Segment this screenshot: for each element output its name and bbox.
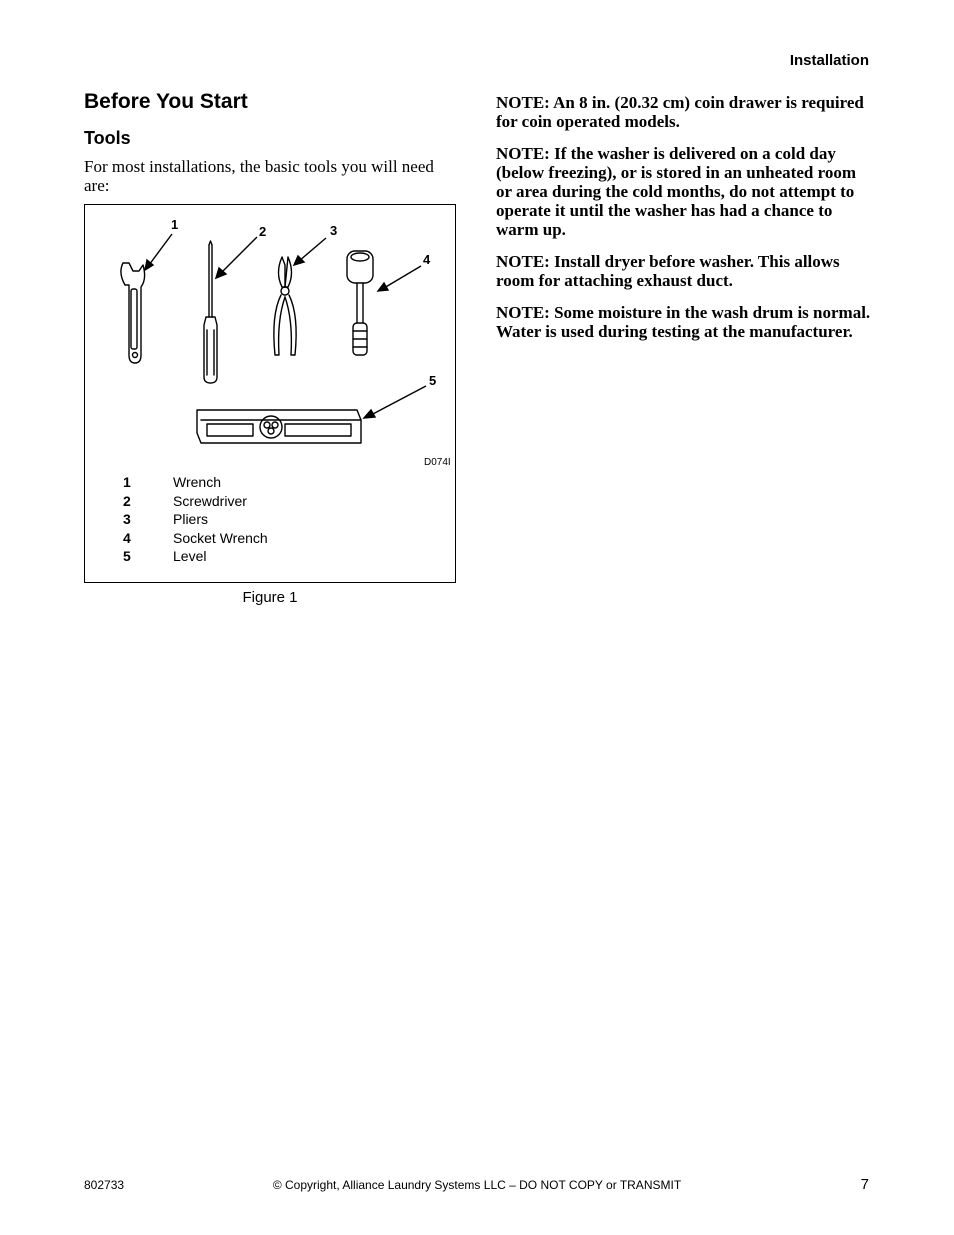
wrench-icon [121, 263, 145, 363]
intro-text: For most installations, the basic tools you will need are: [84, 157, 434, 195]
page-title: Before You Start [84, 90, 248, 113]
callout-1: 1 [171, 217, 179, 232]
page-number: 7 [860, 1176, 869, 1193]
legend-label: Pliers [173, 511, 209, 528]
legend-item [123, 530, 268, 549]
legend-number: 4 [123, 529, 131, 546]
legend-label: Screwdriver [173, 492, 247, 509]
legend-label: Wrench [173, 474, 221, 490]
figure-code: D074I [424, 457, 451, 468]
callout-3: 3 [330, 223, 338, 238]
note-cold-weather: NOTE: If the washer is delivered on a cold day (below freezing), or is stored in an unheated room or area during the cold months, do not attempt to operate it until the washer has had a chance to warm up. [496, 144, 856, 239]
left-column [84, 90, 458, 606]
tools-figure [84, 204, 456, 583]
legend-label: Level [173, 548, 207, 565]
figure-caption: Figure 1 [242, 589, 298, 606]
section-header: Installation [789, 52, 869, 69]
callout-4: 4 [423, 252, 431, 267]
note-coin-drawer: NOTE: An 8 in. (20.32 cm) coin drawer is required for coin operated models. [496, 93, 864, 131]
document-number: 802733 [84, 1178, 125, 1192]
legend-label: Socket Wrench [173, 529, 268, 546]
legend-item [123, 474, 268, 493]
socket-wrench-icon [347, 251, 373, 355]
callout-5: 5 [429, 373, 437, 388]
note-install-dryer: NOTE: Install dryer before washer. This allows room for attaching exhaust duct. [496, 252, 840, 290]
legend-number: 3 [123, 511, 131, 528]
figure-legend [123, 474, 268, 567]
callout-arrows [145, 234, 426, 418]
note-moisture: NOTE: Some moisture in the wash drum is normal. Water is used during testing at the manufacturer. [496, 303, 871, 341]
legend-item [123, 548, 268, 567]
right-column [496, 93, 874, 354]
section-subtitle: Tools [84, 128, 131, 148]
legend-number: 1 [123, 474, 131, 490]
pliers-icon [274, 257, 296, 355]
legend-item [123, 511, 268, 530]
legend-number: 5 [123, 548, 131, 565]
legend-number: 2 [123, 492, 131, 509]
copyright-notice: © Copyright, Alliance Laundry Systems LLC – DO NOT COPY or TRANSMIT [272, 1178, 682, 1192]
callout-2: 2 [259, 224, 267, 239]
legend-item [123, 493, 268, 512]
level-icon [197, 410, 361, 443]
screwdriver-icon [204, 241, 217, 383]
